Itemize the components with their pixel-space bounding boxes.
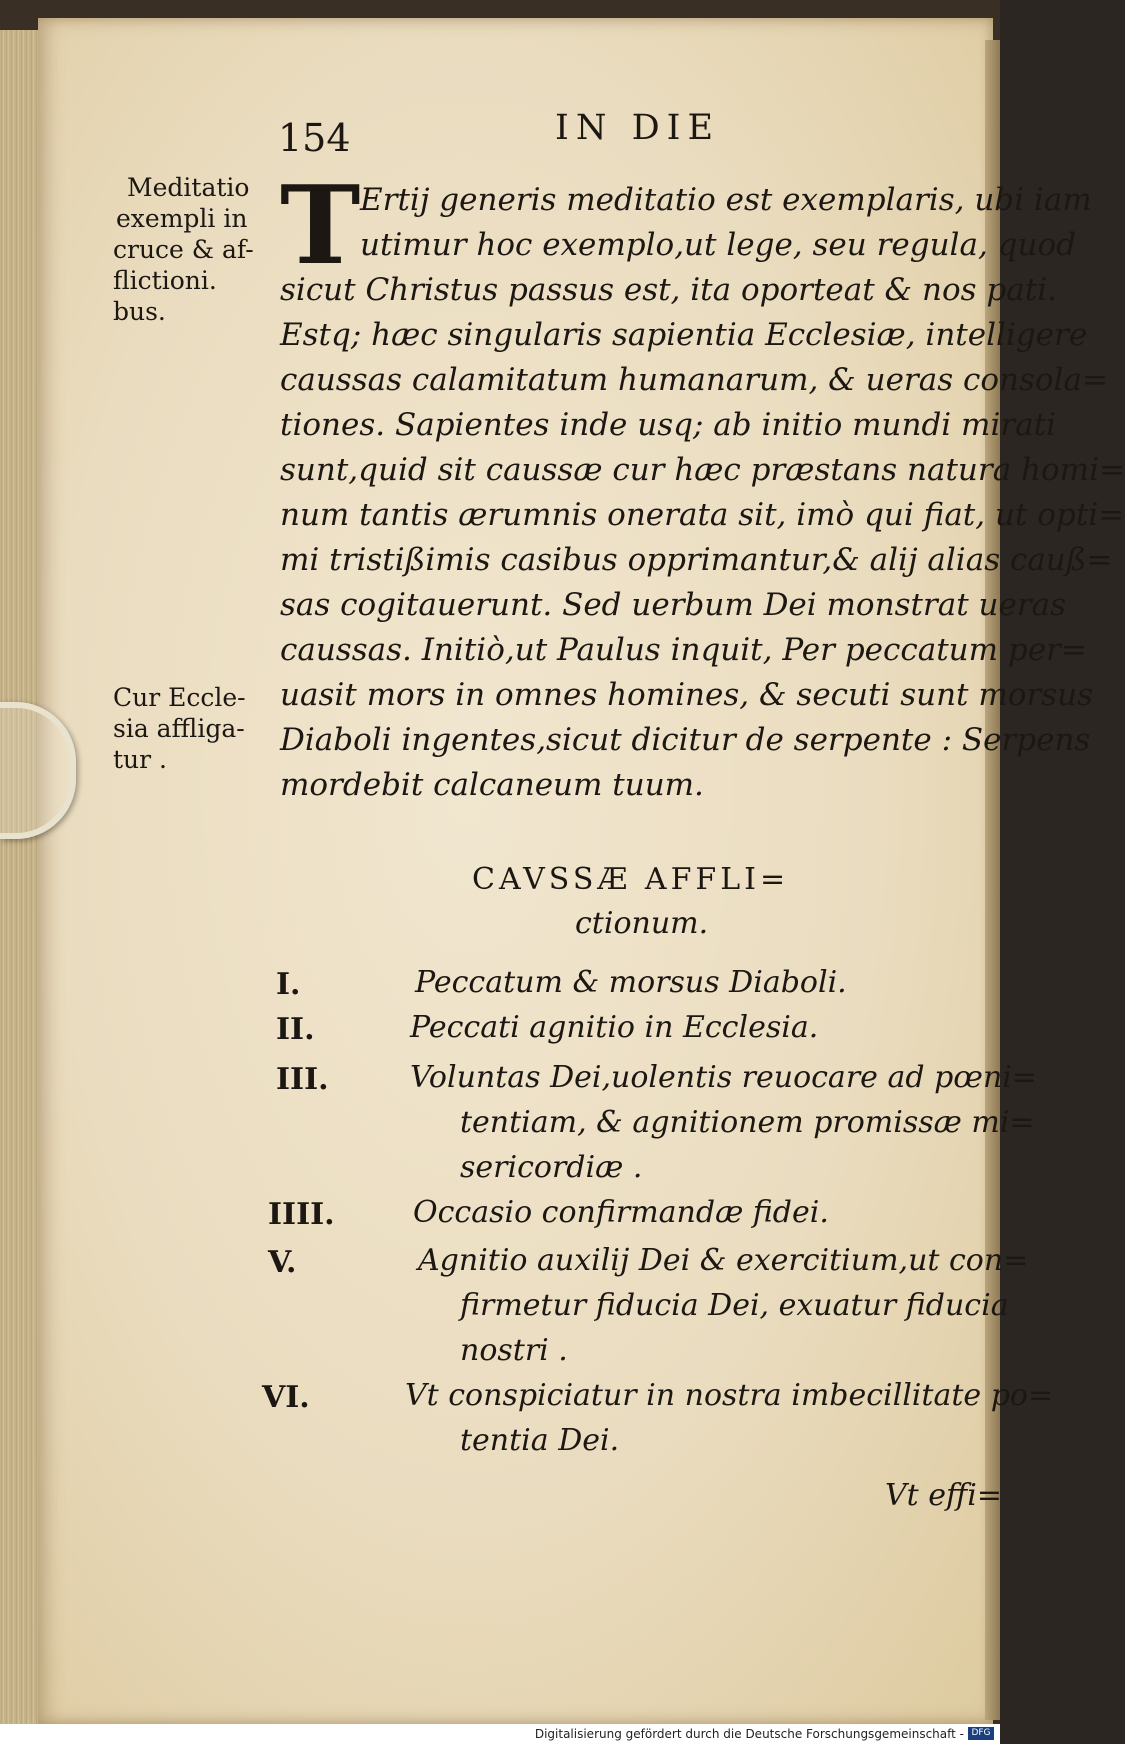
margin-note-1-line: flictioni.	[113, 266, 217, 295]
item-number: VI.	[262, 1380, 310, 1415]
page-number: 154	[278, 116, 351, 160]
item-line: firmetur fiducia Dei, exuatur fiducia	[460, 1288, 1009, 1323]
item-line: Agnitio auxilij Dei & exercitium,ut con=	[418, 1243, 1029, 1278]
margin-note-2-line: Cur Eccle-	[113, 683, 246, 712]
body-line: uasit mors in omnes homines, & secuti sunt morsus	[280, 677, 1094, 713]
item-number: V.	[268, 1245, 297, 1280]
item-line: Vt conspiciatur in nostra imbecillitate po=	[405, 1378, 1054, 1413]
item-line: Peccati agnitio in Ecclesia.	[410, 1010, 819, 1045]
body-line: Estq; hæc singularis sapientia Ecclesiæ, intelligere	[280, 317, 1088, 353]
running-title: IN DIE	[555, 108, 721, 148]
item-line: nostri .	[460, 1333, 568, 1368]
margin-note-2-line: sia affliga-	[113, 714, 245, 743]
body-line: mi tristißimis casibus opprimantur,& alij alias cauß=	[280, 542, 1113, 578]
item-line: Peccatum & morsus Diaboli.	[415, 965, 847, 1000]
item-line: Occasio confirmandæ fidei.	[413, 1195, 829, 1230]
page-stack-edge	[0, 30, 41, 1730]
body-line: sas cogitauerunt. Sed uerbum Dei monstrat ueras	[280, 587, 1067, 623]
catchword: Vt effi=	[885, 1478, 1002, 1513]
footer-credit: Digitalisierung gefördert durch die Deutsche Forschungsgemeinschaft -	[534, 1727, 964, 1741]
item-line: sericordiæ .	[460, 1150, 643, 1185]
margin-note-1-line: exempli in	[116, 204, 248, 233]
section-title: CAVSSÆ AFFLI=	[472, 862, 790, 897]
margin-note-1-line: cruce & af-	[113, 235, 254, 264]
body-line: mordebit calcaneum tuum.	[280, 767, 704, 803]
body-line: Ertij generis meditatio est exemplaris, ubi iam	[360, 182, 1092, 218]
drop-capital: T	[280, 163, 361, 289]
item-number: III.	[276, 1062, 329, 1097]
margin-note-2-line: tur .	[113, 745, 167, 774]
section-subtitle: ctionum.	[575, 906, 709, 941]
body-line: sunt,quid sit caussæ cur hæc præstans natura homi=	[280, 452, 1125, 488]
item-number: II.	[276, 1012, 315, 1047]
item-number: IIII.	[268, 1197, 335, 1232]
body-line: Diaboli ingentes,sicut dicitur de serpente : Serpens	[280, 722, 1091, 758]
body-line: tiones. Sapientes inde usq; ab initio mundi mirati	[280, 407, 1057, 443]
body-line: utimur hoc exemplo,ut lege, seu regula, quod	[360, 227, 1076, 263]
body-line: caussas. Initiò,ut Paulus inquit, Per peccatum per=	[280, 632, 1087, 668]
item-line: tentia Dei.	[460, 1423, 620, 1458]
body-line: sicut Christus passus est, ita oporteat & nos pati.	[280, 272, 1057, 308]
item-line: tentiam, & agnitionem promissæ mi=	[460, 1105, 1035, 1140]
item-number: I.	[276, 967, 301, 1002]
margin-note-1-line: Meditatio	[127, 173, 250, 202]
item-line: Voluntas Dei,uolentis reuocare ad pœni=	[410, 1060, 1037, 1095]
body-line: num tantis ærumnis onerata sit, imò qui fiat, ut opti=	[280, 497, 1125, 533]
dfg-logo-icon: DFG	[968, 1727, 994, 1740]
body-line: caussas calamitatum humanarum, & ueras consola=	[280, 362, 1108, 398]
margin-note-1-line: bus.	[113, 297, 166, 326]
